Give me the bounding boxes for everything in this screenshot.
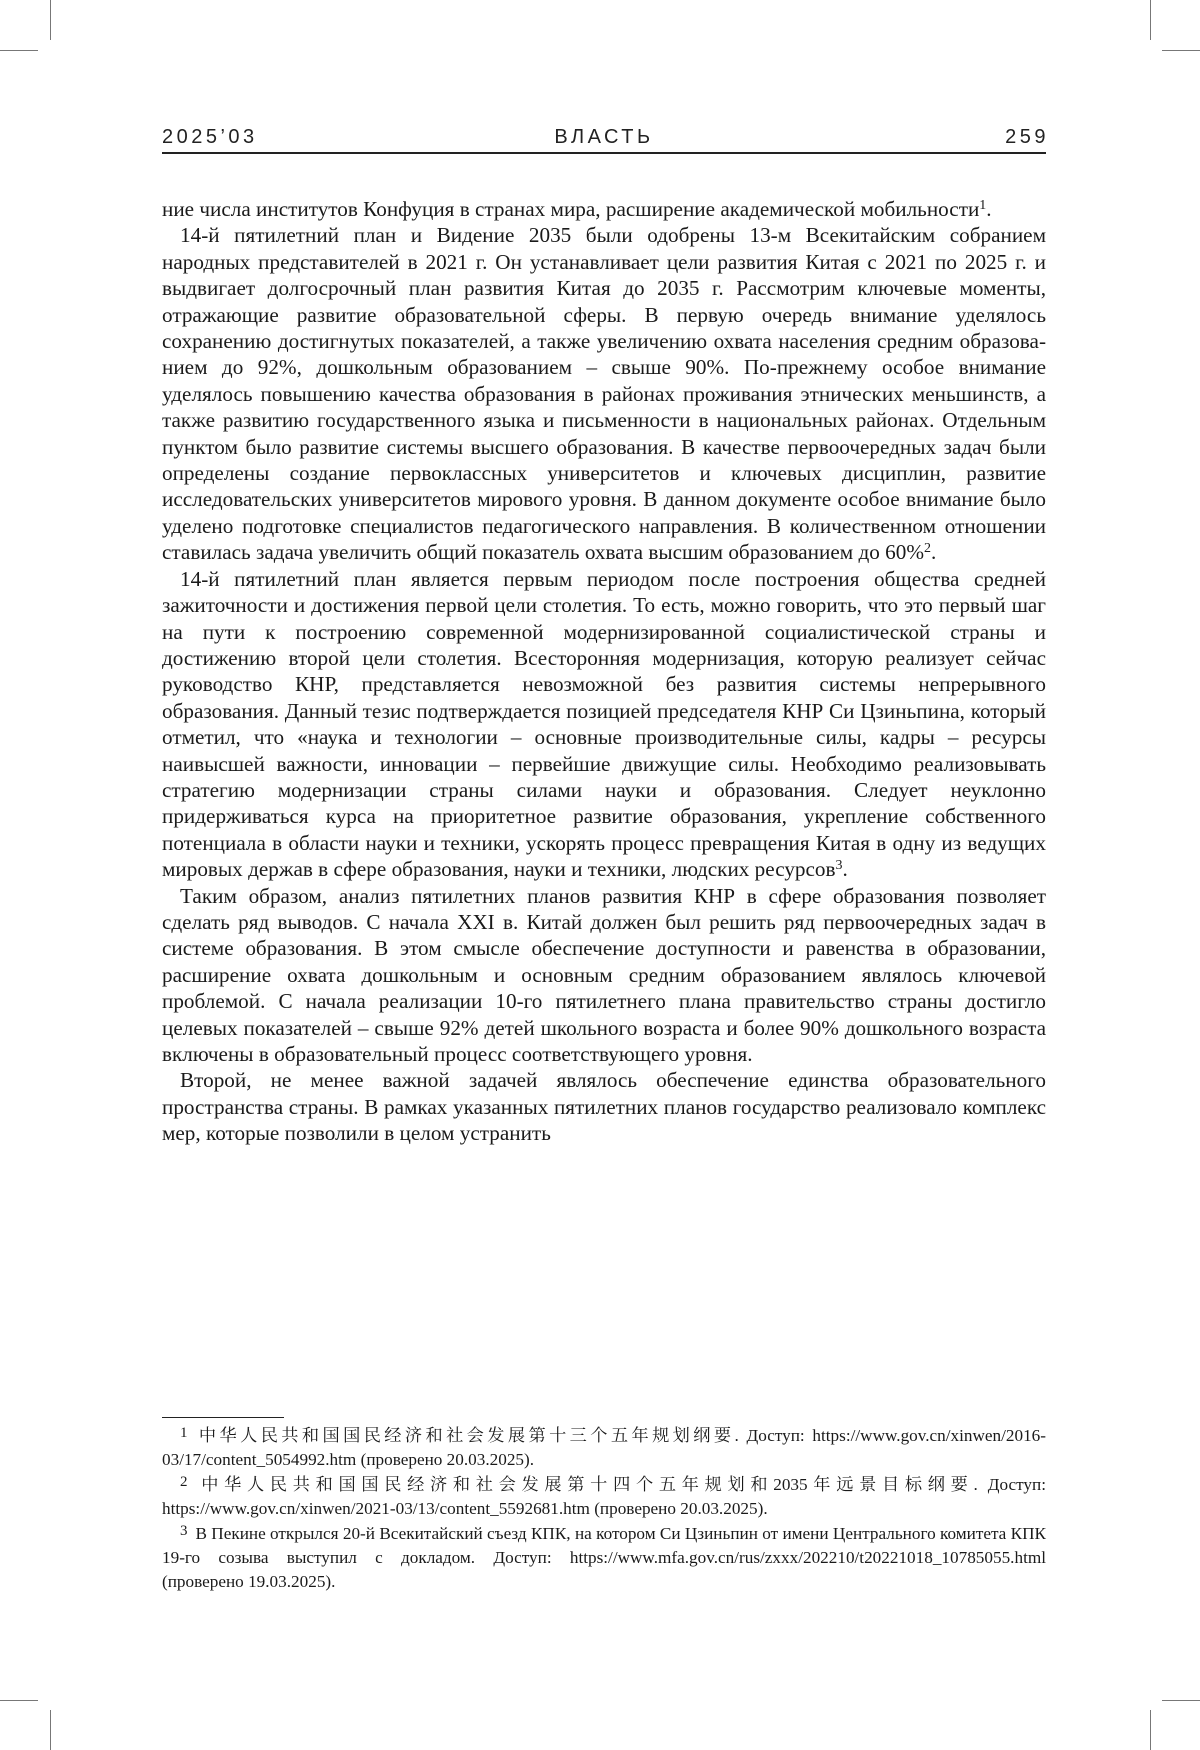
paragraph: 14-й пятилетний план и Видение 2035 были одобрены 13-м Всекитайским собранием народных представителей в 2021 г. Он устанавливает цели разви­тия Китая с 2021 по 2025 г. и выдвигает долгосрочный план развития Китая до 2035 г. Рассмотрим ключевые моменты, отражающие развитие образова­тельной сферы. В первую очередь внимание уделялось сохранению достиг­нутых показателей, а также увеличению охвата населения средним образова­нием до 92%, дошкольным образованием – свыше 90%. По-прежнему особое внимание уделялось повышению качества образования в районах прожива­ния этнических меньшинств, а также развитию государственного языка и письменности в национальных районах. Отдельным пунктом было разви­тие системы высшего образования. В качестве первоочередных задач были определены создание первоклассных университетов и ключевых дисциплин, развитие исследовательских университетов мирового уровня. В данном доку­менте особое внимание было уделено подготовке специалистов педагогиче­ского направления. В количественном отношении ставилась задача увели­чить общий показатель охвата высшим образованием до 60%2. [162, 222, 1046, 565]
footnote-ref: 2 [924, 541, 931, 556]
page-number: 259 [1005, 126, 1049, 149]
paragraph: Второй, не менее важной задачей являлось обеспечение единства образо­вательного пространства страны. В рамках указанных пятилетних планов го­сударство реализовало комплекс мер, которые позволили в целом устранить [162, 1067, 1046, 1146]
footnote [162, 1424, 1046, 1473]
running-header [162, 126, 1046, 154]
footnote [162, 1473, 1046, 1522]
crop-mark [50, 1710, 51, 1750]
footnote-number: 1 [180, 1425, 188, 1441]
crop-mark [1150, 0, 1151, 40]
crop-mark [1150, 1710, 1151, 1750]
paragraph: ние числа институтов Конфуция в странах мира, расширение академической мобильности1. [162, 196, 1046, 222]
article-body [162, 196, 1046, 1147]
footnote-separator [162, 1417, 284, 1418]
footnote-text: В Пекине открылся 20-й Всекитайский съезд КПК, на котором Си Цзиньпин от имени Центрального комитета КПК 19-го созыва выступил с докладом. Доступ: https://www.mfa.gov.cn/rus/zxxx/202210/t20221018_10785055.html (проверено 19.03.2025). [162, 1524, 1046, 1592]
footnote-text: 中华人民共和国国民经济和社会发展第十三个五年规划纲要. Доступ: https://www.gov.cn/xinwen/2016-03/17/content_5054992.htm (проверено 20.03.2025). [162, 1426, 1046, 1469]
issue-number: 2025’03 [162, 126, 258, 149]
crop-mark [50, 0, 51, 40]
footnote-ref: 1 [979, 198, 986, 213]
footnote-text: 中华人民共和国国民经济和社会发展第十四个五年规划和2035年远景目标纲要. Доступ: https://www.gov.cn/xinwen/2021-03/13/content_5592681.htm (проверено 20.03.2025). [162, 1475, 1046, 1518]
journal-title: ВЛАСТЬ [162, 126, 1046, 149]
crop-mark [1162, 1700, 1200, 1701]
crop-mark [1162, 50, 1200, 51]
footnote-ref: 3 [836, 858, 843, 873]
footnote-number: 3 [180, 1523, 188, 1539]
footnote [162, 1522, 1046, 1595]
paragraph: 14-й пятилетний план является первым периодом после построения обще­ства средней зажиточности и достижения первой цели столетия. То есть, можно говорить, что это первый шаг на пути к построению современной модернизированной социалистической страны и достижению второй цели столетия. Всесторонняя модернизация, которую реализует сейчас руковод­ство КНР, представляется невозможной без развития системы непрерывного образования. Данный тезис подтверждается позицией председателя КНР Си Цзиньпина, который отметил, что «наука и технологии – основные произво­дительные силы, кадры – ресурсы наивысшей важности, инновации – пер­вейшие движущие силы. Необходимо реализовывать стратегию модерниза­ции страны силами науки и образования. Следует неуклонно придерживаться курса на приоритетное развитие образования, укрепление собственного потенциала в области науки и техники, ускорять процесс превращения Китая в одну из ведущих мировых держав в сфере образования, науки и техники, людских ресурсов3. [162, 566, 1046, 883]
footnote-number: 2 [180, 1474, 188, 1490]
paragraph: Таким образом, анализ пятилетних планов развития КНР в сфере образова­ния позволяет сделать ряд выводов. С начала XXI в. Китай должен был решить ряд первоочередных задач в системе образования. В этом смысле обеспече­ние доступности и равенства в образовании, расширение охвата дошкольным и основным средним образованием являлось ключевой проблемой. С начала реализации 10-го пятилетнего плана правительство страны достигло целевых показателей – свыше 92% детей школьного возраста и более 90% дошкольного возраста включены в образовательный процесс соответствующего уровня. [162, 883, 1046, 1068]
crop-mark [0, 1700, 38, 1701]
footnotes [162, 1424, 1046, 1595]
crop-mark [0, 50, 38, 51]
